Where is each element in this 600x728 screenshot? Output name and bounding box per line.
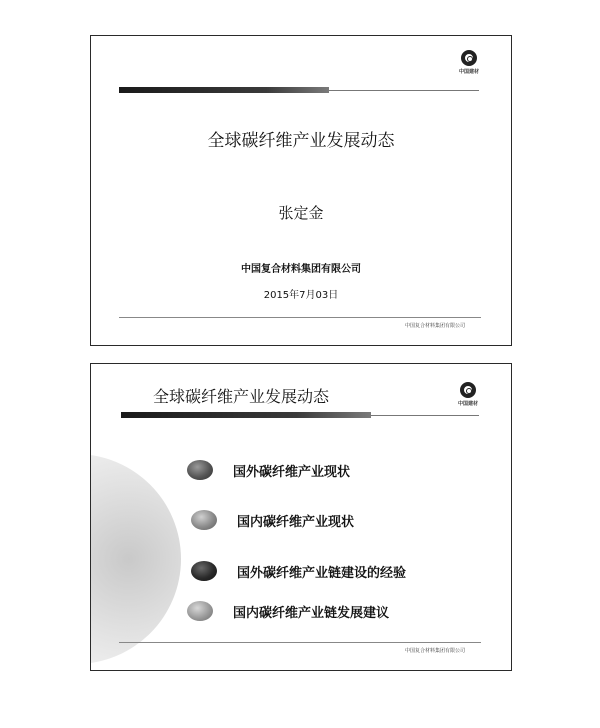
decorative-circle [90, 454, 181, 664]
header-bar-tail [329, 90, 479, 91]
footer-text: 中国复合材料集团有限公司 [405, 648, 466, 654]
header-bar [119, 87, 329, 93]
agenda-item-label: 国内碳纤维产业链发展建议 [233, 605, 390, 621]
slide-title: 全球碳纤维产业发展动态 [153, 387, 330, 406]
logo-ring-icon [461, 50, 477, 66]
title-slide [90, 35, 512, 346]
agenda-item-label: 国外碳纤维产业现状 [233, 464, 351, 480]
agenda-item [187, 601, 389, 621]
agenda-slide [90, 363, 512, 671]
bullet-icon [187, 460, 213, 480]
company-logo [448, 382, 488, 407]
footer-divider [119, 642, 481, 643]
company-logo [449, 50, 489, 75]
agenda-item [187, 460, 350, 480]
presentation-date: 2015年7月03日 [263, 290, 339, 301]
bullet-icon [191, 510, 217, 530]
header-bar-tail [371, 415, 479, 416]
presentation-title: 全球碳纤维产业发展动态 [207, 131, 395, 151]
bullet-icon [187, 601, 213, 621]
agenda-item [191, 510, 354, 530]
logo-text: 中国建材 [457, 401, 478, 407]
agenda-item [191, 561, 406, 581]
footer-text: 中国复合材料集团有限公司 [405, 323, 466, 329]
organization-name: 中国复合材料集团有限公司 [241, 264, 361, 275]
author-name: 张定金 [278, 204, 324, 222]
header-bar [121, 412, 371, 418]
bullet-icon [191, 561, 217, 581]
logo-ring-icon [460, 382, 476, 398]
agenda-item-label: 国外碳纤维产业链建设的经验 [237, 565, 407, 581]
footer-divider [119, 317, 481, 318]
logo-text: 中国建材 [458, 69, 479, 75]
agenda-item-label: 国内碳纤维产业现状 [237, 514, 355, 530]
